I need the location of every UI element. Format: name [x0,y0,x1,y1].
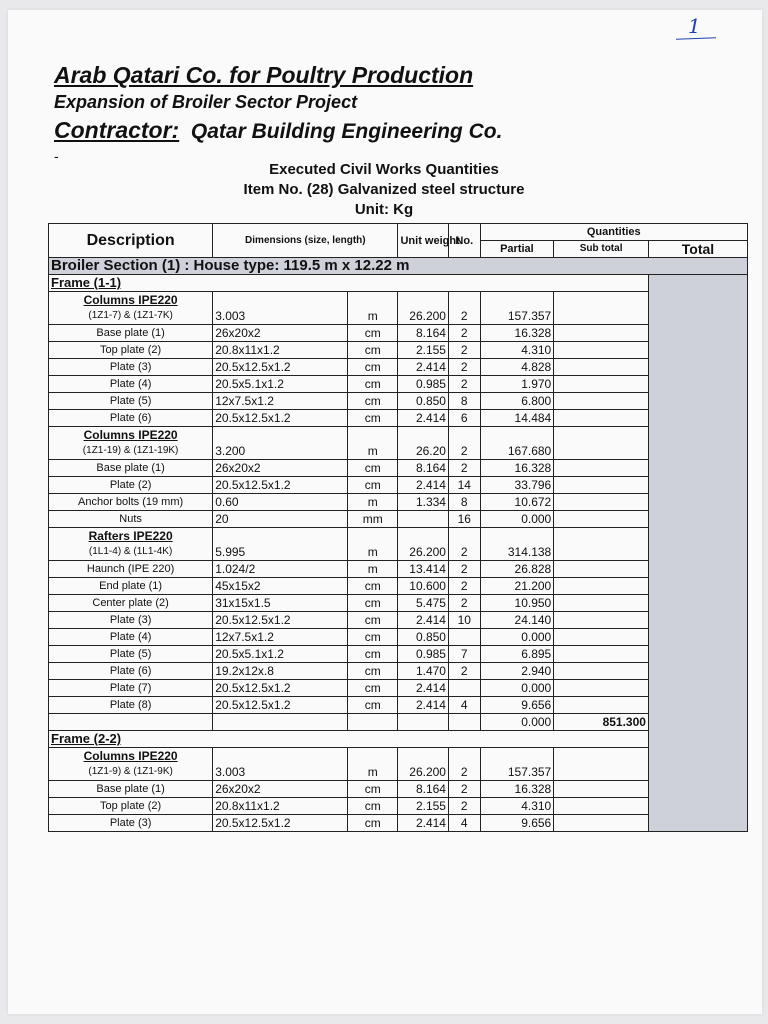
group-marks: (1Z1-7) & (1Z1-7K) [88,310,173,321]
description-cell [49,292,213,325]
count-cell: 2 [448,292,480,325]
unit-cell: cm [347,646,398,663]
unit-cell: cm [347,595,398,612]
unit-cell: cm [347,697,398,714]
dimension-cell: 20.8x11x1.2 [213,342,348,359]
dimension-cell: 26x20x2 [213,781,348,798]
dimension-cell: 20.5x12.5x1.2 [213,697,348,714]
table-row [49,798,748,815]
description-cell: Base plate (1) [49,325,213,342]
table-row [49,477,748,494]
partial-cell: 4.828 [480,359,554,376]
unit-weight-cell: 1.334 [398,494,449,511]
unit-weight-cell: 2.414 [398,697,449,714]
table-row [49,680,748,697]
project-name: Expansion of Broiler Sector Project [54,92,358,112]
count-cell: 6 [448,410,480,427]
table-row [49,561,748,578]
count-cell: 14 [448,477,480,494]
count-cell: 2 [448,528,480,561]
dimension-cell: 1.024/2 [213,561,348,578]
subtotal-cell [554,494,649,511]
subtotal-cell [554,578,649,595]
count-cell: 16 [448,511,480,528]
unit-cell: cm [347,342,398,359]
col-quantities: Quantities [480,224,747,241]
unit-cell: cm [347,578,398,595]
description-cell: Top plate (2) [49,798,213,815]
frame-label: Frame (2-2) [51,731,122,746]
frame-row [49,275,748,292]
partial-cell: 16.328 [480,781,554,798]
unit-weight-cell: 13.414 [398,561,449,578]
unit-cell: m [347,494,398,511]
count-cell: 2 [448,663,480,680]
subtotal-cell [554,460,649,477]
count-cell: 8 [448,494,480,511]
unit-weight-cell: 0.985 [398,376,449,393]
partial-cell: 6.800 [480,393,554,410]
subtotal-cell [554,680,649,697]
group-marks: (1Z1-9) & (1Z1-9K) [88,766,173,777]
col-dimensions: Dimensions (size, length) [213,224,398,258]
table-row [49,393,748,410]
subtotal-cell [554,798,649,815]
subtotal-cell [554,528,649,561]
partial-cell: 33.796 [480,477,554,494]
dimension-cell: 3.200 [213,427,348,460]
dimension-cell [213,714,348,731]
unit-weight-cell: 26.200 [398,748,449,781]
partial-cell: 26.828 [480,561,554,578]
unit-cell: cm [347,798,398,815]
partial-cell: 0.000 [480,714,554,731]
dimension-cell: 26x20x2 [213,460,348,477]
unit-weight-cell: 1.470 [398,663,449,680]
description-cell: Base plate (1) [49,781,213,798]
partial-cell: 16.328 [480,325,554,342]
partial-cell: 0.000 [480,511,554,528]
unit-weight-cell: 8.164 [398,460,449,477]
table-row [49,595,748,612]
partial-cell: 16.328 [480,460,554,477]
subtotal-cell [554,393,649,410]
count-cell: 2 [448,561,480,578]
subtotal-cell [554,815,649,832]
count-cell: 2 [448,460,480,477]
table-row [49,731,748,748]
partial-cell: 24.140 [480,612,554,629]
subtotal-cell [554,342,649,359]
partial-cell: 0.000 [480,680,554,697]
description-cell: Anchor bolts (19 mm) [49,494,213,511]
count-cell: 2 [448,798,480,815]
partial-cell: 9.656 [480,815,554,832]
unit-weight-cell: 0.985 [398,646,449,663]
unit-weight-cell [398,714,449,731]
partial-cell: 167.680 [480,427,554,460]
unit-cell: cm [347,325,398,342]
frame-label: Frame (1-1) [51,275,122,290]
description-cell: Nuts [49,511,213,528]
subtotal-cell [554,359,649,376]
partial-cell: 10.950 [480,595,554,612]
unit-weight-cell: 2.155 [398,342,449,359]
unit-cell: cm [347,477,398,494]
count-cell [448,680,480,697]
unit-weight-cell: 2.414 [398,815,449,832]
unit-weight-cell: 0.850 [398,629,449,646]
contractor-label: Contractor: [54,117,180,143]
description-cell: Plate (6) [49,410,213,427]
description-cell: Plate (3) [49,359,213,376]
group-title: Columns IPE220 [83,428,178,442]
table-row [49,511,748,528]
item-title: Item No. (28) Galvanized steel structure [243,181,525,198]
unit-cell: cm [347,410,398,427]
unit-weight-cell: 5.475 [398,595,449,612]
table-row [49,663,748,680]
unit-weight-cell: 2.414 [398,477,449,494]
unit-weight-cell: 26.20 [398,427,449,460]
description-cell: Plate (5) [49,646,213,663]
subtotal-cell [554,427,649,460]
count-cell: 4 [448,815,480,832]
dimension-cell: 12x7.5x1.2 [213,393,348,410]
table-row [49,646,748,663]
dimension-cell: 45x15x2 [213,578,348,595]
description-cell [49,714,213,731]
partial-cell: 14.484 [480,410,554,427]
subtotal-cell [554,697,649,714]
table-row [49,292,748,325]
contractor-name: Qatar Building Engineering Co. [190,120,503,143]
unit-title: Unit: Kg [354,201,414,218]
unit-cell: cm [347,815,398,832]
unit-weight-cell: 2.414 [398,680,449,697]
dimension-cell: 20.5x12.5x1.2 [213,815,348,832]
table-row [49,528,748,561]
unit-weight-cell: 10.600 [398,578,449,595]
unit-cell: cm [347,393,398,410]
section-row [49,258,748,275]
col-sub-total: Sub total [554,241,649,258]
dimension-cell: 20.5x12.5x1.2 [213,680,348,697]
table-row [49,376,748,393]
table-row [49,714,748,731]
group-marks: (1Z1-19) & (1Z1-19K) [82,445,179,456]
unit-cell: cm [347,781,398,798]
unit-cell: m [347,561,398,578]
unit-cell: cm [347,663,398,680]
unit-weight-cell: 26.200 [398,292,449,325]
dimension-cell: 3.003 [213,748,348,781]
description-cell: End plate (1) [49,578,213,595]
subtotal-cell [554,561,649,578]
subtotal-cell: 851.300 [554,714,649,731]
dimension-cell: 3.003 [213,292,348,325]
count-cell: 2 [448,427,480,460]
table-body [49,258,748,832]
table-row [49,815,748,832]
description-cell [49,528,213,561]
company-name: Arab Qatari Co. for Poultry Production [54,62,474,88]
dimension-cell: 20.5x12.5x1.2 [213,477,348,494]
dimension-cell: 26x20x2 [213,325,348,342]
subtotal-cell [554,663,649,680]
dimension-cell: 20.5x12.5x1.2 [213,359,348,376]
table-row [49,629,748,646]
partial-cell: 21.200 [480,578,554,595]
subtotal-cell [554,595,649,612]
dimension-cell: 5.995 [213,528,348,561]
col-description: Description [49,224,213,258]
unit-cell [347,714,398,731]
group-title: Columns IPE220 [83,749,178,763]
dimension-cell: 12x7.5x1.2 [213,629,348,646]
table-row [49,578,748,595]
description-cell: Plate (2) [49,477,213,494]
unit-weight-cell: 2.414 [398,410,449,427]
table-row [49,781,748,798]
unit-cell: cm [347,629,398,646]
subtotal-cell [554,748,649,781]
count-cell [448,629,480,646]
count-cell: 7 [448,646,480,663]
partial-cell: 10.672 [480,494,554,511]
table-row [49,748,748,781]
partial-cell: 1.970 [480,376,554,393]
partial-cell: 4.310 [480,342,554,359]
description-cell: Center plate (2) [49,595,213,612]
quantities-table [48,223,748,832]
partial-cell: 4.310 [480,798,554,815]
unit-cell: cm [347,359,398,376]
count-cell: 2 [448,376,480,393]
dimension-cell: 31x15x1.5 [213,595,348,612]
dimension-cell: 19.2x12x.8 [213,663,348,680]
table-row [49,494,748,511]
contractor-line [54,117,502,144]
group-marks: (1L1-4) & (1L1-4K) [88,546,173,557]
count-cell: 2 [448,359,480,376]
description-cell: Haunch (IPE 220) [49,561,213,578]
count-cell: 4 [448,697,480,714]
subtotal-cell [554,646,649,663]
description-cell: Plate (4) [49,376,213,393]
dimension-cell: 0.60 [213,494,348,511]
table-row [49,427,748,460]
unit-cell: cm [347,612,398,629]
unit-cell: m [347,292,398,325]
unit-weight-cell: 2.414 [398,359,449,376]
partial-cell: 157.357 [480,748,554,781]
count-cell: 10 [448,612,480,629]
col-partial: Partial [480,241,554,258]
table-row [49,342,748,359]
col-total: Total [648,241,747,258]
subtotal-cell [554,376,649,393]
count-cell [448,714,480,731]
dimension-cell: 20.5x12.5x1.2 [213,612,348,629]
count-cell: 2 [448,595,480,612]
description-cell [49,748,213,781]
unit-weight-cell [398,511,449,528]
unit-weight-cell: 0.850 [398,393,449,410]
unit-cell: m [347,427,398,460]
subtotal-cell [554,612,649,629]
unit-weight-cell: 26.200 [398,528,449,561]
description-cell: Top plate (2) [49,342,213,359]
group-title: Rafters IPE220 [88,529,173,543]
table-row [49,460,748,477]
count-cell: 2 [448,781,480,798]
description-cell [49,427,213,460]
total-column-cell [648,275,747,832]
dash-mark: - [54,148,59,164]
unit-weight-cell: 8.164 [398,325,449,342]
unit-cell: m [347,528,398,561]
table-row [49,359,748,376]
table-row [49,325,748,342]
description-cell: Plate (8) [49,697,213,714]
description-cell: Plate (3) [49,815,213,832]
table-row [49,612,748,629]
col-unit-weight: Unit weight [398,224,449,258]
partial-cell: 2.940 [480,663,554,680]
description-cell: Plate (7) [49,680,213,697]
unit-cell: m [347,748,398,781]
count-cell: 2 [448,748,480,781]
unit-cell: mm [347,511,398,528]
unit-weight-cell: 2.155 [398,798,449,815]
partial-cell: 6.895 [480,646,554,663]
unit-cell: cm [347,460,398,477]
unit-weight-cell: 2.414 [398,612,449,629]
section-heading: Broiler Section (1) : House type: 119.5 m x 12.22 m [49,258,748,275]
subtotal-cell [554,477,649,494]
dimension-cell: 20.8x11x1.2 [213,798,348,815]
unit-cell: cm [347,680,398,697]
count-cell: 2 [448,342,480,359]
count-cell: 2 [448,325,480,342]
count-cell: 8 [448,393,480,410]
partial-cell: 157.357 [480,292,554,325]
table-row [49,410,748,427]
partial-cell: 0.000 [480,629,554,646]
partial-cell: 314.138 [480,528,554,561]
subtotal-cell [554,781,649,798]
col-no: No. [448,224,480,258]
subtotal-cell [554,292,649,325]
partial-cell: 9.656 [480,697,554,714]
table-row [49,697,748,714]
subtotal-cell [554,629,649,646]
description-cell: Plate (5) [49,393,213,410]
dimension-cell: 20.5x5.1x1.2 [213,646,348,663]
unit-weight-cell: 8.164 [398,781,449,798]
dimension-cell: 20.5x5.1x1.2 [213,376,348,393]
description-cell: Plate (6) [49,663,213,680]
description-cell: Base plate (1) [49,460,213,477]
subtotal-cell [554,325,649,342]
count-cell: 2 [448,578,480,595]
subtotal-cell [554,410,649,427]
dimension-cell: 20 [213,511,348,528]
document-title: Executed Civil Works Quantities [269,161,499,178]
group-title: Columns IPE220 [83,293,178,307]
description-cell: Plate (4) [49,629,213,646]
page-number: 1 [688,14,701,38]
unit-cell: cm [347,376,398,393]
dimension-cell: 20.5x12.5x1.2 [213,410,348,427]
description-cell: Plate (3) [49,612,213,629]
subtotal-cell [554,511,649,528]
